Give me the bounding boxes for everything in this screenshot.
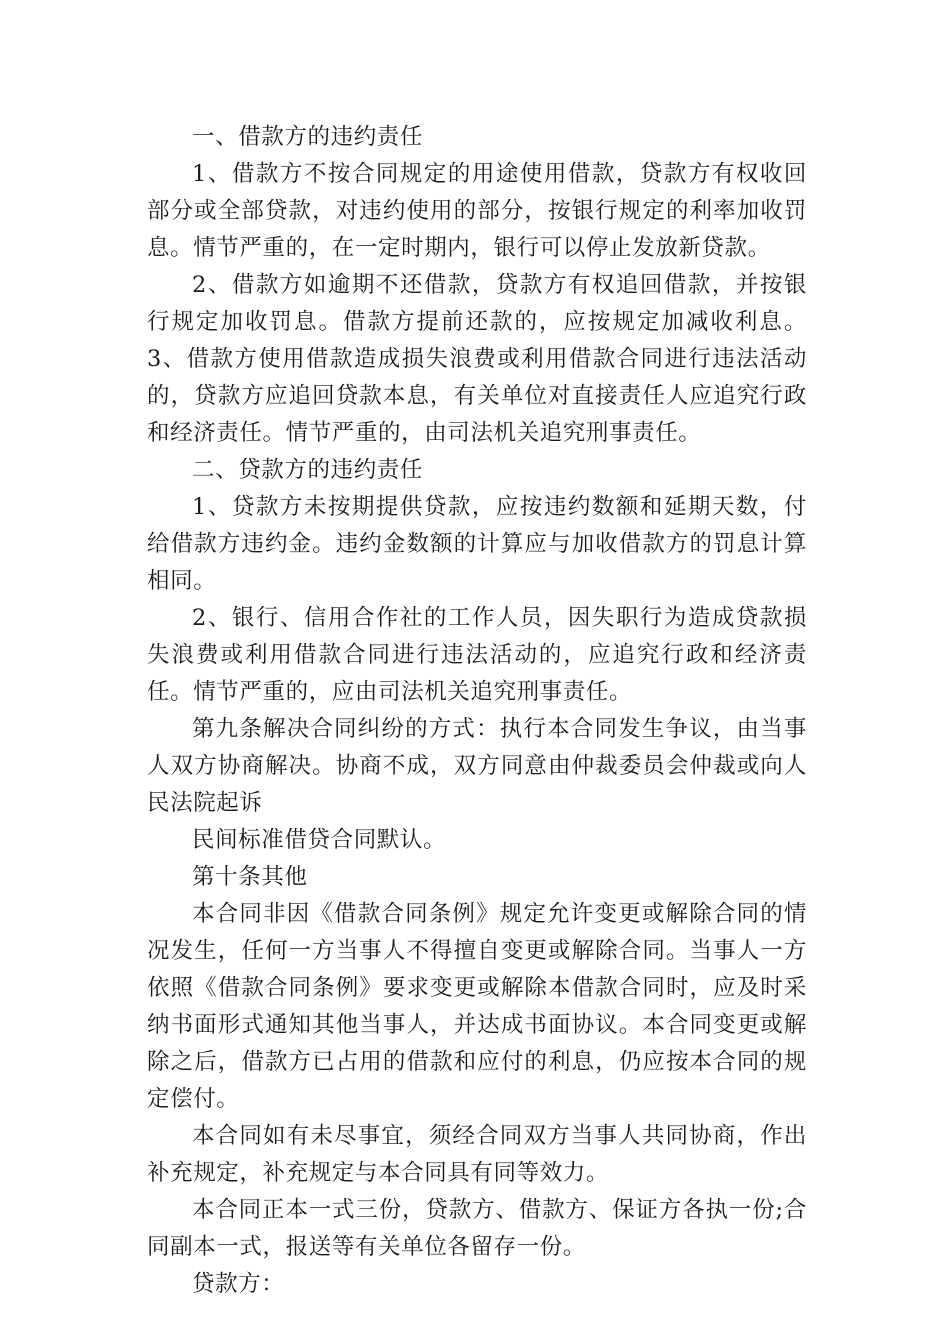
clause-borrower-misuse: 1、借款方不按合同规定的用途使用借款，贷款方有权收回部分或全部贷款，对违约使用的部分，按银行规定的利率加收罚息。情节严重的，在一定时期内，银行可以停止发放新贷款。 [147,161,807,261]
heading-borrower-liability: 一、借款方的违约责任 [192,124,424,150]
clause-supplement: 本合同如有未尽事宜，须经合同双方当事人共同协商，作出补充规定，补充规定与本合同具有同等效力。 [147,1123,807,1186]
clause-modification: 本合同非因《借款合同条例》规定允许变更或解除合同的情况发生，任何一方当事人不得擅自变更或解除合同。当事人一方依照《借款合同条例》要求变更或解除本借款合同时，应及时采纳书面形式通知其他当事人，并达成书面协议。本合同变更或解除之后，借款方已占用的借款和应付的利息，仍应按本合同的规定偿付。 [147,901,807,1112]
signature-lender: 贷款方： [192,1271,285,1297]
article-nine-dispute: 第九条解决合同纠纷的方式：执行本合同发生争议，由当事人双方协商解决。协商不成，双方同意由仲裁委员会仲裁或向人民法院起诉 [147,716,807,816]
document-body [147,119,807,1303]
clause-staff-negligence: 2、银行、信用合作社的工作人员，因失职行为造成贷款损失浪费或利用借款合同进行违法活动的，应追究行政和经济责任。情节严重的，应由司法机关追究刑事责任。 [147,605,807,705]
clause-copies: 本合同正本一式三份，贷款方、借款方、保证方各执一份;合同副本一式，报送等有关单位各留存一份。 [147,1197,807,1260]
clause-lender-delay: 1、贷款方未按期提供贷款，应按违约数额和延期天数，付给借款方违约金。违约金数额的计算应与加收借款方的罚息计算相同。 [147,494,807,594]
default-note: 民间标准借贷合同默认。 [192,827,447,853]
article-ten-heading: 第十条其他 [192,864,308,890]
heading-lender-liability: 二、贷款方的违约责任 [192,457,424,483]
clause-borrower-overdue: 2、借款方如逾期不还借款，贷款方有权追回借款，并按银行规定加收罚息。借款方提前还款的，应按规定加减收利息。3、借款方使用借款造成损失浪费或利用借款合同进行违法活动的，贷款方应追回贷款本息，有关单位对直接责任人应追究行政和经济责任。情节严重的，由司法机关追究刑事责任。 [147,272,807,446]
